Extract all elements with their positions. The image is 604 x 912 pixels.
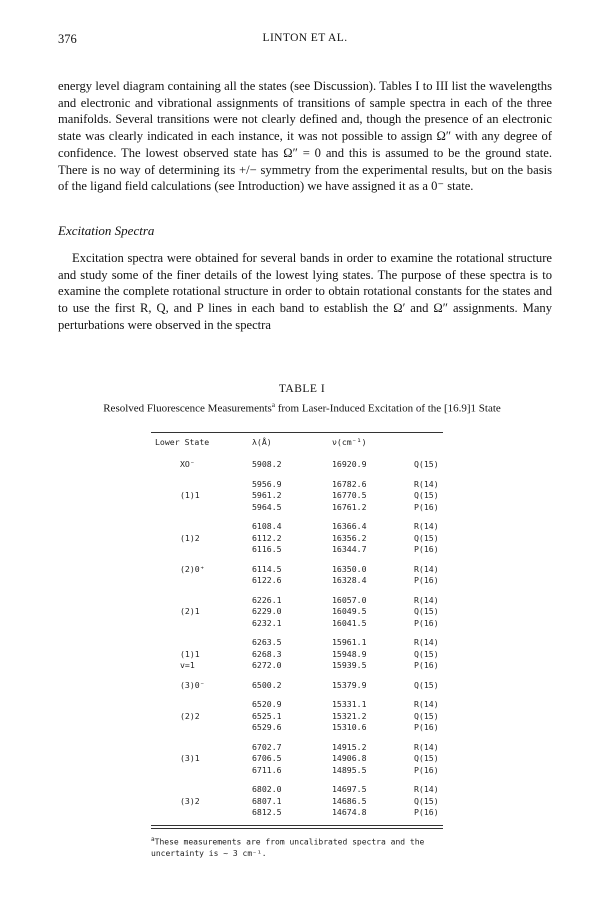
caption-text-rest: from Laser-Induced Excitation of the [16.9]1 State [274, 402, 501, 415]
wavelength-cell: 6263.5 [252, 637, 282, 647]
wavelength-cell: 6525.1 [252, 710, 282, 721]
table-caption [0, 401, 604, 415]
empty-cell [151, 699, 252, 711]
table-row [151, 711, 443, 723]
running-head [58, 32, 552, 48]
table-row [151, 533, 443, 545]
table-header-row [151, 433, 443, 450]
branch-cell: Q(15) [414, 753, 439, 763]
lower-state-cell: (3)0⁻ [180, 679, 205, 690]
table-row [151, 618, 443, 630]
branch-cell: R(14) [414, 478, 439, 489]
group-spacer [151, 776, 443, 784]
empty-cell [151, 765, 252, 777]
wavenumber-cell: 16049.5 [332, 606, 367, 616]
group-spacer [151, 587, 443, 595]
header-branch [414, 433, 443, 450]
footnote-text: These measurements are from uncalibrated spectra and the uncertainty is ~ 3 cm⁻¹. [151, 837, 425, 859]
group-spacer [151, 556, 443, 564]
lower-state-cell: (2)0⁺ [180, 563, 205, 574]
branch-cell: R(14) [414, 594, 439, 605]
data-table [151, 432, 443, 860]
running-title: LINTON ET AL. [262, 32, 348, 44]
header-lower-state: Lower State [155, 436, 210, 447]
wavelength-cell: 5908.2 [252, 459, 282, 469]
wavelength-cell: 6272.0 [252, 660, 282, 670]
footnote-mark: a [151, 835, 155, 843]
wavenumber-cell: 16350.0 [332, 563, 367, 574]
table-row [151, 649, 443, 661]
wavenumber-cell: 14915.2 [332, 741, 367, 752]
wavenumber-cell: 15948.9 [332, 648, 367, 659]
wavelength-cell: 5964.5 [252, 501, 282, 512]
wavelength-cell: 5961.2 [252, 490, 282, 500]
empty-cell [151, 544, 252, 556]
caption-text: Resolved Fluorescence Measurements [103, 402, 272, 415]
lower-state-cell: (1)1 [180, 648, 200, 659]
body-paragraph-1 [58, 78, 552, 195]
group-spacer [151, 691, 443, 699]
header-wavenumber: ν(cm⁻¹) [332, 436, 367, 447]
wavenumber-cell: 16761.2 [332, 501, 367, 512]
table-row [151, 502, 443, 514]
wavenumber-cell: 14895.5 [332, 764, 367, 775]
wavelength-cell: 6268.3 [252, 648, 282, 659]
table-row [151, 606, 443, 618]
wavelength-cell: 6520.9 [252, 699, 282, 709]
wavelength-cell: 5956.9 [252, 478, 282, 489]
wavelength-cell: 6122.6 [252, 575, 282, 585]
group-spacer [151, 734, 443, 742]
wavelength-cell: 6711.6 [252, 764, 282, 775]
paragraph-text: energy level diagram containing all the states (see Discussion). Tables I to III list the wavelengths and electronic and vibrational assignments of transitions of sample spectra in each of the three manifolds. Several transitions were not clearly defined and, though the presence of an electronic state was clearly indicated in each instance, it was not possible to assign Ω″ with any degree of confidence. The lowest observed state has Ω″ = 0 and this is assumed to be the ground state. There is no way of determining its +/− symmetry from the experimental results, but on the basis of the ligand field calculations (see Introduction) we have assigned it as a 0⁻ state. [58, 79, 552, 194]
lower-state-cell: (2)1 [180, 606, 200, 616]
table-row [151, 564, 443, 576]
wavelength-cell: 6702.7 [252, 741, 282, 752]
wavenumber-cell: 15379.9 [332, 679, 367, 690]
group-spacer [151, 629, 443, 637]
wavenumber-cell: 16920.9 [332, 459, 367, 469]
section-heading: Excitation Spectra [58, 223, 155, 238]
table-row [151, 699, 443, 711]
branch-cell: R(14) [414, 637, 439, 647]
table-row [151, 479, 443, 491]
table-row [151, 637, 443, 649]
wavenumber-cell: 16356.2 [332, 532, 367, 543]
branch-cell: Q(15) [414, 459, 439, 469]
table-row [151, 459, 443, 471]
branch-cell: Q(15) [414, 679, 439, 690]
table-row [151, 680, 443, 692]
lower-state-sub-cell: v=1 [180, 660, 195, 670]
wavenumber-cell: 14686.5 [332, 795, 367, 806]
empty-cell [151, 479, 252, 491]
wavenumber-cell: 16344.7 [332, 544, 367, 554]
table-row [151, 575, 443, 587]
branch-cell: P(16) [414, 575, 439, 585]
table-row [151, 796, 443, 808]
page-number: 376 [58, 32, 77, 46]
body-paragraph-2 [58, 250, 552, 334]
wavelength-cell: 6229.0 [252, 606, 282, 616]
branch-cell: P(16) [414, 544, 439, 554]
wavenumber-cell: 14697.5 [332, 784, 367, 794]
wavelength-cell: 6802.0 [252, 784, 282, 794]
wavenumber-cell: 15331.1 [332, 699, 367, 709]
table-row [151, 595, 443, 607]
lower-state-cell: (1)1 [180, 490, 200, 500]
empty-cell [151, 722, 252, 734]
branch-cell: P(16) [414, 722, 439, 732]
lower-state-cell: (3)2 [180, 795, 200, 806]
branch-cell: Q(15) [414, 532, 439, 543]
lower-state-cell: (1)2 [180, 532, 200, 543]
wavenumber-cell: 15321.2 [332, 710, 367, 721]
wavenumber-cell: 16782.6 [332, 478, 367, 489]
table-row [151, 660, 443, 672]
caption-footnote-mark: a [271, 401, 275, 409]
group-spacer [151, 471, 443, 479]
branch-cell: P(16) [414, 660, 439, 670]
table-row [151, 490, 443, 502]
wavenumber-cell: 14674.8 [332, 807, 367, 817]
empty-cell [151, 575, 252, 587]
branch-cell: P(16) [414, 501, 439, 512]
lower-state-cell: XO⁻ [180, 459, 195, 469]
table-number: TABLE I [278, 383, 326, 395]
table-row [151, 521, 443, 533]
empty-cell [151, 784, 252, 796]
table-row [151, 753, 443, 765]
wavelength-cell: 6114.5 [252, 563, 282, 574]
table-row [151, 784, 443, 796]
table-row [151, 742, 443, 754]
branch-cell: R(14) [414, 563, 439, 574]
wavenumber-cell: 15310.6 [332, 722, 367, 732]
branch-cell: P(16) [414, 764, 439, 775]
wavelength-cell: 6112.2 [252, 532, 282, 543]
wavenumber-cell: 15961.1 [332, 637, 367, 647]
wavenumber-cell: 16366.4 [332, 521, 367, 531]
empty-cell [151, 637, 252, 649]
wavelength-cell: 6500.2 [252, 679, 282, 690]
paragraph-text: Excitation spectra were obtained for several bands in order to examine the rotational structure and study some of the finer details of the lowest lying states. The purpose of these spectra is to examine the complete rotational structure in order to obtain rotational constants for the states and to use the first R, Q, and P lines in each band to establish the Ω′ and Ω″ assignments. Many perturbations were observed in the spectra [58, 251, 552, 332]
wavelength-cell: 6232.1 [252, 617, 282, 628]
branch-cell: R(14) [414, 784, 439, 794]
branch-cell: R(14) [414, 521, 439, 531]
empty-cell [151, 595, 252, 607]
wavenumber-cell: 16328.4 [332, 575, 367, 585]
wavenumber-cell: 16057.0 [332, 594, 367, 605]
wavenumber-cell: 16041.5 [332, 617, 367, 628]
wavenumber-cell: 16770.5 [332, 490, 367, 500]
branch-cell: P(16) [414, 807, 439, 817]
empty-cell [151, 807, 252, 819]
empty-cell [151, 502, 252, 514]
lower-state-cell: (2)2 [180, 710, 200, 721]
table-bottom-rule-2 [151, 828, 443, 829]
wavelength-cell: 6812.5 [252, 807, 282, 817]
branch-cell: Q(15) [414, 606, 439, 616]
empty-cell [151, 742, 252, 754]
group-spacer [151, 513, 443, 521]
table-bottom-rule [151, 825, 443, 826]
empty-cell [151, 618, 252, 630]
table-row [151, 722, 443, 734]
branch-cell: Q(15) [414, 648, 439, 659]
branch-cell: Q(15) [414, 490, 439, 500]
header-wavelength: λ(Å) [252, 436, 272, 447]
group-spacer [151, 672, 443, 680]
wavelength-cell: 6108.4 [252, 521, 282, 531]
table-row [151, 544, 443, 556]
table-row [151, 807, 443, 819]
branch-cell: Q(15) [414, 795, 439, 806]
wavelength-cell: 6226.1 [252, 594, 282, 605]
wavelength-cell: 6807.1 [252, 795, 282, 806]
table-footnote [151, 834, 443, 861]
branch-cell: R(14) [414, 741, 439, 752]
table-row [151, 765, 443, 777]
branch-cell: Q(15) [414, 710, 439, 721]
table-body [151, 450, 443, 819]
wavelength-cell: 6706.5 [252, 753, 282, 763]
branch-cell: P(16) [414, 617, 439, 628]
wavenumber-cell: 15939.5 [332, 660, 367, 670]
empty-cell [151, 521, 252, 533]
branch-cell: R(14) [414, 699, 439, 709]
wavelength-cell: 6529.6 [252, 722, 282, 732]
group-spacer [151, 450, 443, 459]
lower-state-cell: (3)1 [180, 753, 200, 763]
wavelength-cell: 6116.5 [252, 544, 282, 554]
wavenumber-cell: 14906.8 [332, 753, 367, 763]
